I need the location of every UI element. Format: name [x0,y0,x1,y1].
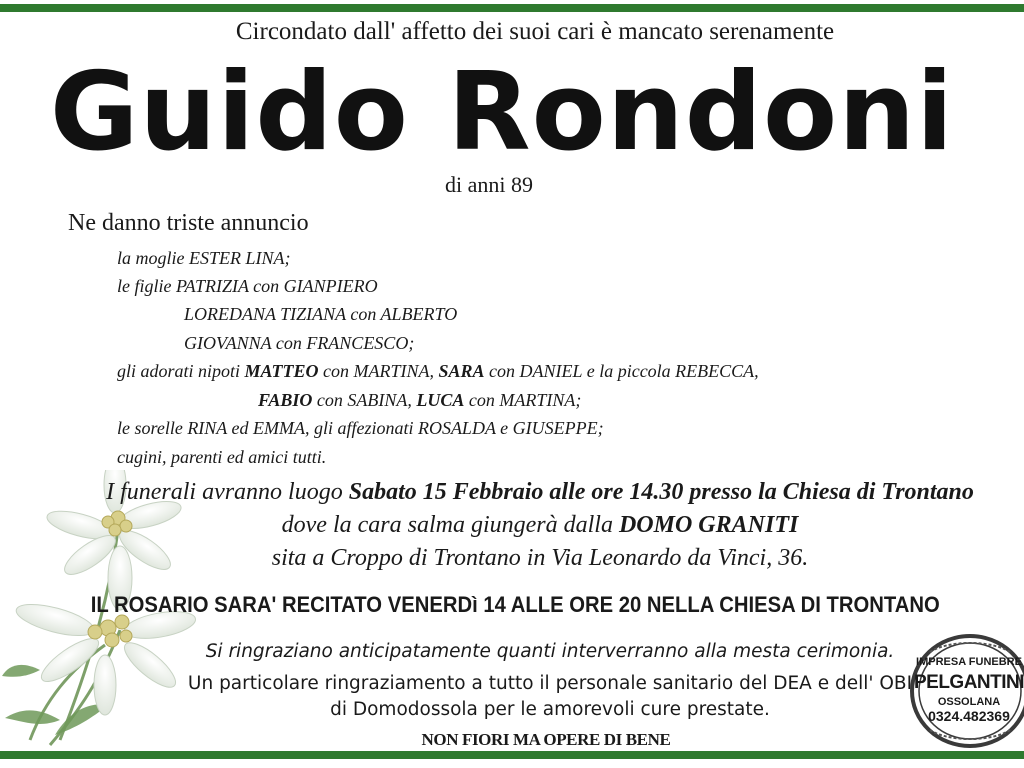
grandchildren-text: con MARTINA, [318,361,439,381]
grandchild-name: SARA [438,361,485,381]
grandchildren-text: con MARTINA; [464,390,582,410]
thanks-line-3: di Domodossola per le amorevoli cure prestate. [330,699,770,720]
bottom-border [0,751,1024,759]
announce-heading: Ne danno triste annuncio [68,210,309,236]
top-border [0,4,1024,12]
grandchild-name: LUCA [416,390,465,410]
grandchild-name: FABIO [258,390,313,410]
funeral-line-1 [0,479,1024,506]
relatives-cousins: cugini, parenti ed amici tutti. [117,447,327,467]
thanks-line-2: Un particolare ringraziamento a tutto il personale sanitario del DEA e dell' OBI [187,673,913,694]
grandchildren-text: gli adorati nipoti [117,361,245,381]
relatives-grandchildren-2 [258,390,581,411]
relatives-daughters-3: GIOVANNA con FRANCESCO; [184,333,415,353]
relatives-daughters-1: le figlie PATRIZIA con GIANPIERO [117,276,378,296]
grandchildren-text: con SABINA, [312,390,417,410]
funeral-line-3: sita a Croppo di Trontano in Via Leonardo da Vinci, 36. [271,545,809,571]
no-flowers-notice: NON FIORI MA OPERE DI BENE [421,730,671,749]
logo-phone: 0324.482369 [928,708,1010,724]
logo-line-3: OSSOLANA [937,696,1001,708]
age-text: di anni 89 [445,172,533,197]
rosary-notice: IL ROSARIO SARA' RECITATO VENERDì 14 ALLE ORE 20 NELLA CHIESA DI TRONTANO [90,592,940,617]
funeral-date: Sabato 15 Febbraio alle ore 14.30 presso la Chiesa di Trontano [348,479,974,505]
relatives-sisters: le sorelle RINA ed EMMA, gli affezionati ROSALDA e GIUSEPPE; [117,418,604,438]
relatives-wife: la moglie ESTER LINA; [117,248,291,268]
logo-line-1: IMPRESA FUNEBRE [916,656,1022,668]
logo-line-2: PELGANTINI [913,672,1024,693]
thanks-line-1: Si ringraziano anticipatamente quanti interverranno alla mesta cerimonia. [205,641,895,662]
grandchild-name: MATTEO [244,361,319,381]
funeral-text: dove la cara salma giungerà dalla [281,512,619,538]
deceased-name: Guido Rondoni [49,50,955,175]
intro-text: Circondato dall' affetto dei suoi cari è mancato serenamente [235,18,835,45]
relatives-daughters-2: LOREDANA TIZIANA con ALBERTO [184,304,458,324]
funeral-line-2 [0,512,1024,539]
grandchildren-text: con DANIEL e la piccola REBECCA, [484,361,759,381]
relatives-grandchildren-1 [117,361,759,382]
funeral-home-logo [908,632,1024,750]
funeral-place: DOMO GRANITI [618,512,799,538]
funeral-text: I funerali avranno luogo [106,479,349,505]
